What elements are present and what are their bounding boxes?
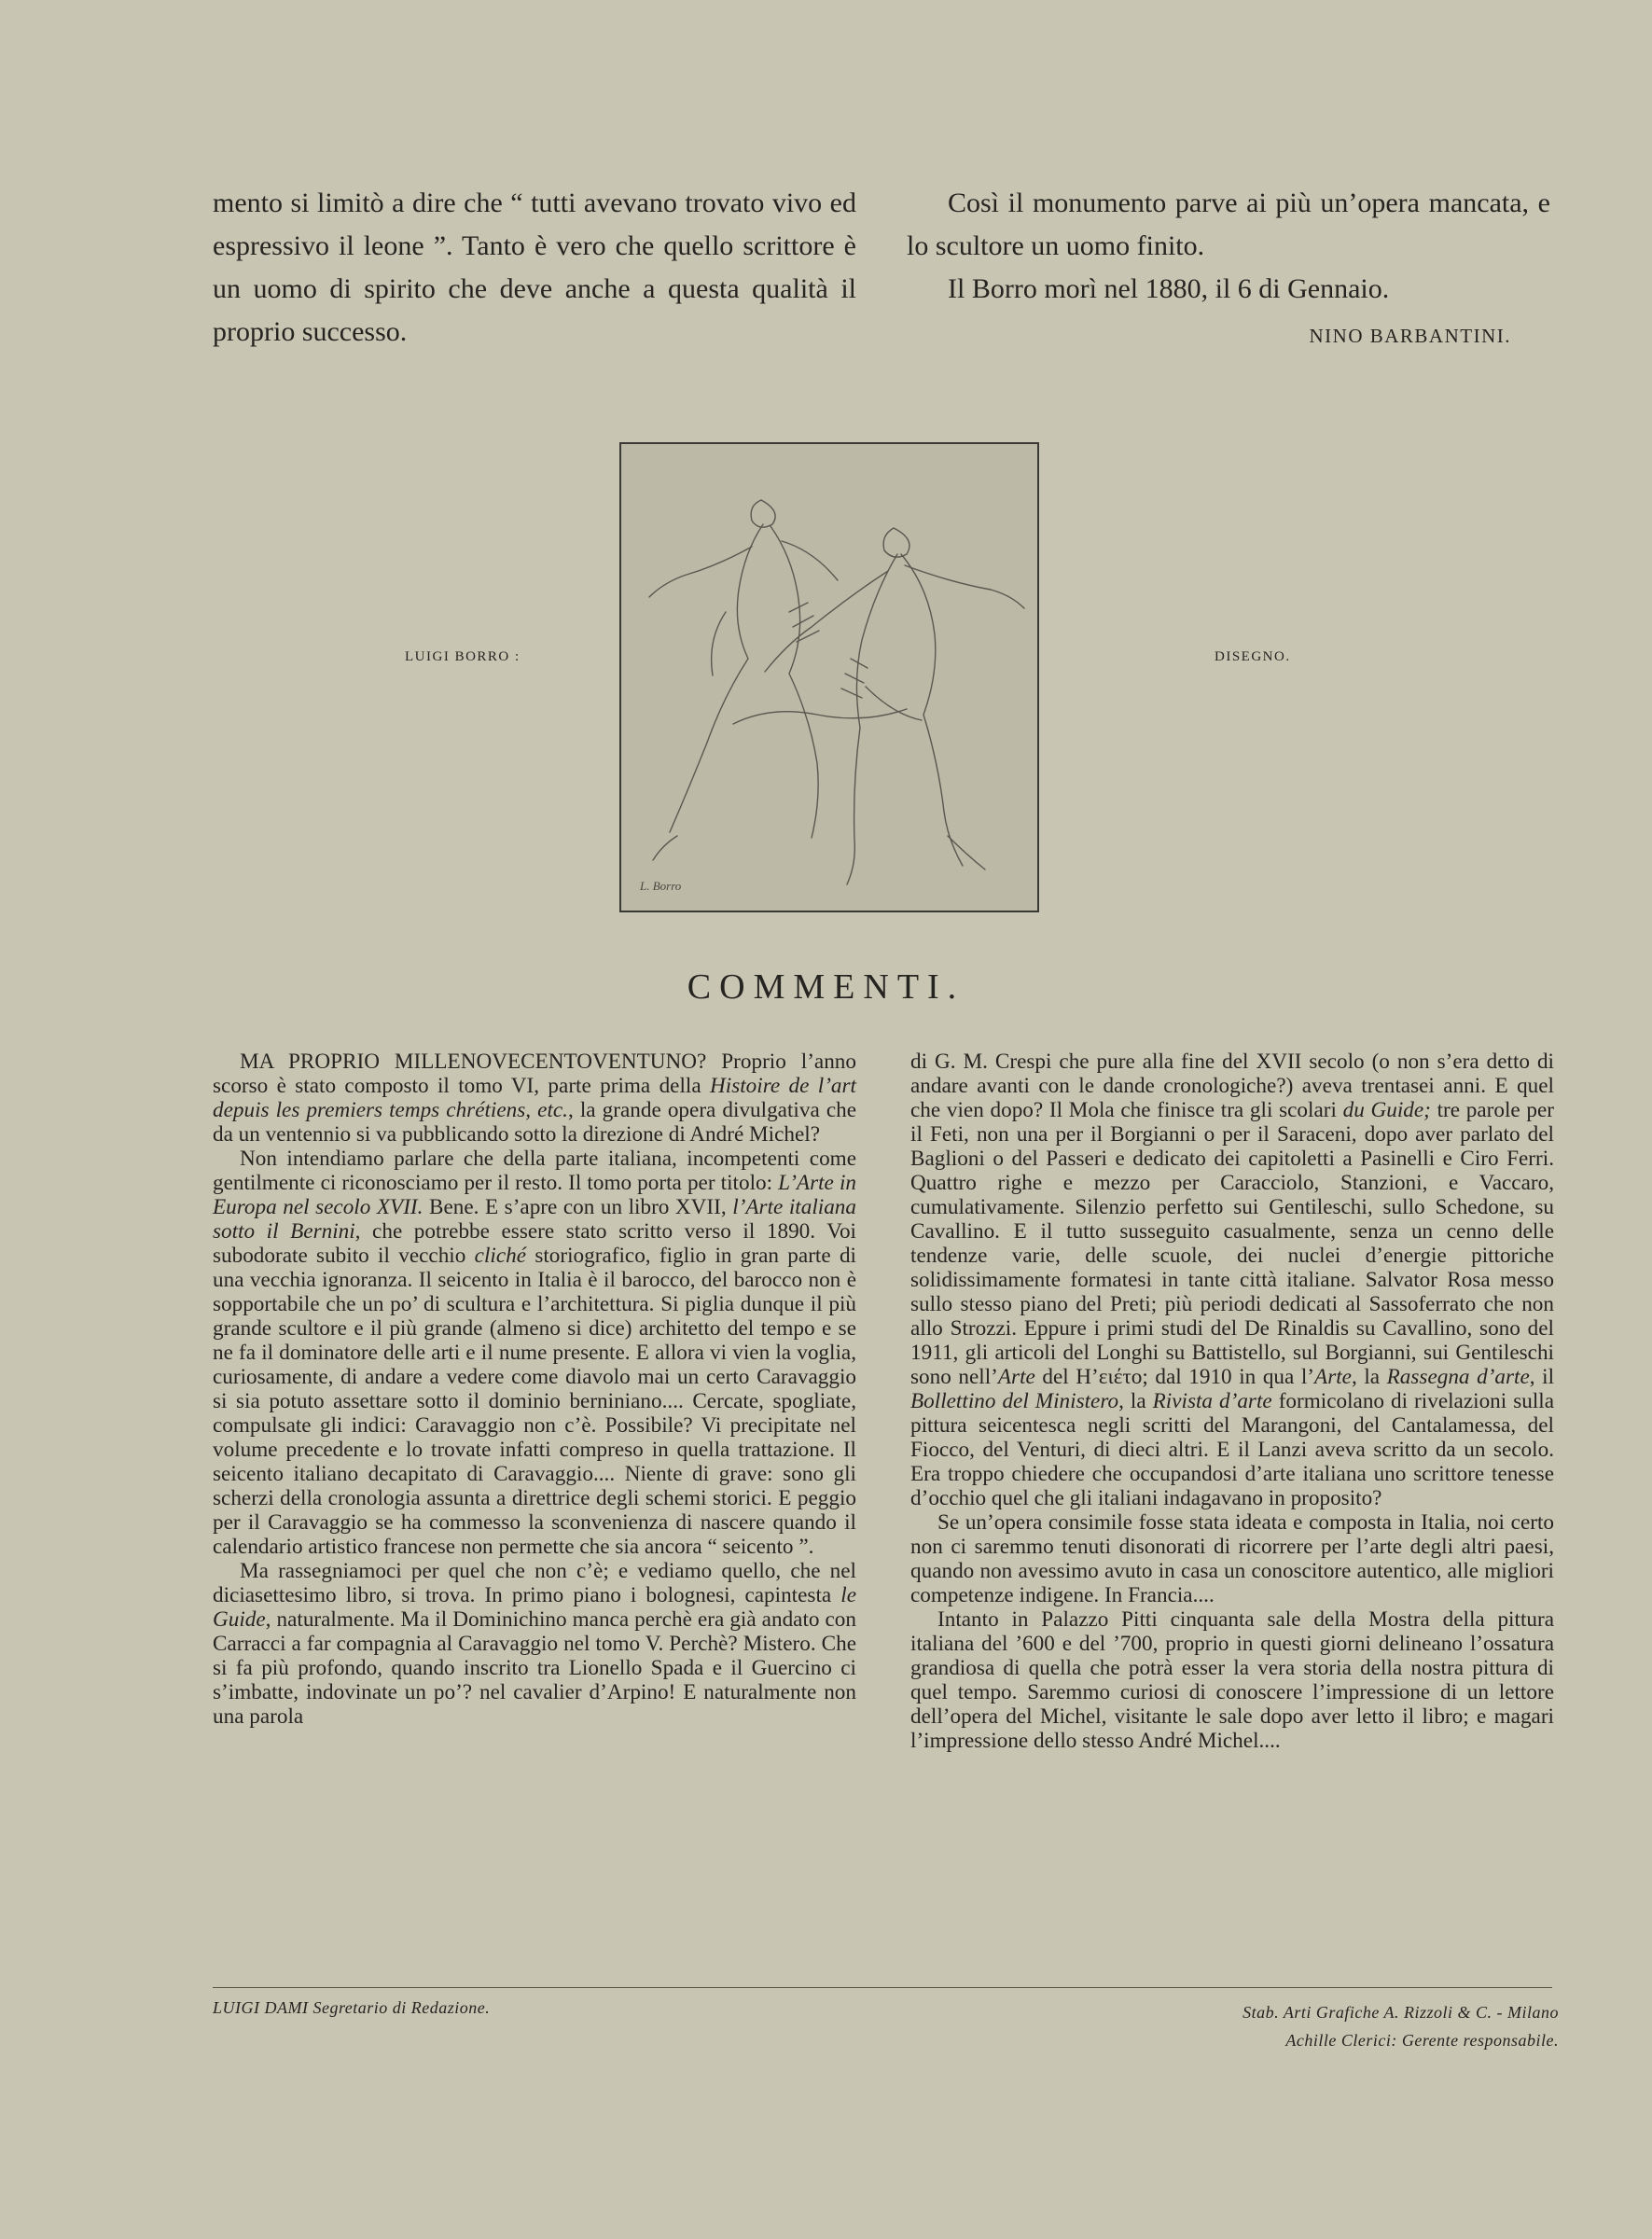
author-signature: NINO BARBANTINI.: [1309, 325, 1511, 347]
text-run: che potrebbe essere stato scritto verso il 1890. Voi subodorate subito il vecchio: [213, 1219, 856, 1268]
text-run: del H’ειέτο; dal 1910 in qua l’: [1034, 1365, 1315, 1389]
text-run: Ma rassegniamoci per quel che non c’è; e vediamo quello, che nel diciasettesimo libro, si trova. In primo piano i bolognesi, capintesta: [213, 1559, 856, 1607]
text-run: Se un’opera consimile fosse stata ideata e composta in Italia, noi certo non ci saremmo tenuti disonorati di ricorrere per l’arte degli altri paesi, quando non avessimo avuto in casa un conoscitore autentico, alle migliori competenze indigene. In Francia....: [910, 1510, 1554, 1607]
text-run: , la: [1351, 1365, 1387, 1389]
text-run: Bene. E s’apre con un libro XVII,: [423, 1195, 733, 1219]
text-run: MA PROPRIO MILLENOVECENTOVENTUNO? Proprio l’anno scorso è stato composto il tomo VI, parte prima della: [213, 1050, 856, 1098]
text-run: tre parole per il Feti, non una per il Borgianni o per il Saraceni, dopo aver parlato del Baglioni o del Passeri e dedicato dei capitoletti a Pasinelli e Ciro Ferri. Quattro righe e mezzo per Caracciolo, Stanzioni, e Vaccaro, cumulativamente. Silenzio perfetto sui Gentileschi, sullo Schedone, su Cavallino. E il tutto susseguito casualmente, senza un cenno delle tendenze varie, delle scuole, dei nuclei d’energie pittoriche solidissimamente formatesi in tante città italiane. Salvator Rosa messo sullo stesso piano del Preti; più periodi dedicati al Sassoferrato che non allo Strozzi. Eppure i primi studi del De Rinaldis su Cavallino, sono del 1911, gli articoli del Longhi su Battistello, sul Borgianni, sui Gentileschi sono nell’: [910, 1098, 1554, 1389]
text-run: , il: [1529, 1365, 1555, 1389]
footer-printer: [1242, 1998, 1559, 2054]
previous-article-right-column: [907, 182, 1550, 357]
left-column-text: mento si limitò a dire che “ tutti avevano trovato vivo ed espressivo il leone ”. Tanto è vero che quello scrittore è un uomo di spirito che deve anche a questa qualità il proprio successo.: [213, 188, 856, 347]
italic-title: le Guide: [213, 1583, 856, 1632]
footer-editor: LUIGI DAMI Segretario di Redazione.: [213, 1998, 491, 2017]
text-run: Intanto in Palazzo Pitti cinquanta sale della Mostra della pittura italiana del ’600 e del ’700, proprio in questi giorni delineano l’ossatura grandiosa di quella che potrà esser la vera storia della nostra pittura di quel tempo. Saremmo curiosi di conoscere l’impressione di un lettore dell’opera del Michel, visitante le sale dopo aver letto il libro; e magari l’impressione dello stesso André Michel....: [910, 1607, 1554, 1753]
footer-printer-line: Stab. Arti Grafiche A. Rizzoli & C. - Milano: [1242, 2003, 1559, 2022]
text-run: Non intendiamo parlare che della parte italiana, incompetenti come gentilmente ci riconosciamo per il resto. Il tomo porta per titolo:: [213, 1147, 856, 1195]
footer-manager-line: Achille Clerici: Gerente responsabile.: [1285, 2031, 1559, 2050]
sketch-drawing-image: [619, 442, 1039, 912]
comment-paragraph: [910, 1510, 1554, 1607]
comments-right-column: [910, 1050, 1554, 1753]
comment-paragraph: [213, 1559, 856, 1729]
italic-title: du Guide;: [1342, 1098, 1431, 1122]
previous-article-left-column: [213, 182, 856, 354]
comment-paragraph: [910, 1050, 1554, 1510]
comment-paragraph: [910, 1607, 1554, 1753]
text-run: storiografico, figlio in gran parte di una vecchia ignoranza. Il seicento in Italia è il barocco, del barocco non è sopportabile che un po’ di scultura e l’architettura. Si piglia dunque il più grande scultore e il più grande (almeno si dice) architetto del tempo e se ne fa il dominatore delle arti e il nume presente. E allora vi vien la voglia, curiosamente, di andare a vedere come diavolo mai un certo Caravaggio si sia potuto assettare sotto il dominio berniniano.... Cercate, spogliate, compulsate gli indici: Caravaggio non c’è. Possibile? Vi precipitate nel volume precedente e lo trovate infatti compreso in quella trattazione. Il seicento italiano decapitato di Caravaggio.... Niente di grave: sono gli scherzi della cronologia assunta a direttrice degli schemi storici. E peggio per il Caravaggio se ha commesso la sconvenienza di nascere quando il calendario artistico francese non permette che sia ancora “ seicento ”.: [213, 1244, 856, 1559]
text-run: , la grande opera divulgativa che da un ventennio si va pubblicando sotto la direzione di André Michel?: [213, 1098, 856, 1147]
italic-title: l’Arte italiana sotto il Bernini,: [213, 1195, 856, 1244]
sketch-figures-illustration: [621, 444, 1037, 911]
italic-title: L’Arte in Europa nel secolo XVII.: [213, 1171, 856, 1219]
text-run: , naturalmente. Ma il Dominichino manca perchè era già andato con Carracci a far compagnia al Caravaggio nel tomo V. Perchè? Mistero. Che si fa più profondo, quando inscrito tra Lionello Spada e il Guercino ci s’imbatte, indovinate un po’? nel cavalier d’Arpino! E naturalmente non una parola: [213, 1607, 856, 1729]
text-run: di G. M. Crespi che pure alla fine del XVII secolo (o non s’era detto di andare avanti con le dande cronologiche?) aveva trentasei anni. E quel che vien dopo? Il Mola che finisce tra gli scolari: [910, 1050, 1554, 1122]
italic-title: Arte: [997, 1365, 1035, 1389]
section-title: COMMENTI.: [687, 967, 965, 1007]
italic-title: cliché: [474, 1244, 527, 1268]
italic-title: Rivista d’arte: [1152, 1389, 1272, 1413]
figure-caption-artist: LUIGI BORRO :: [405, 649, 521, 664]
right-column-paragraph-2: Il Borro morì nel 1880, il 6 di Gennaio.: [948, 273, 1390, 304]
footer-divider: [213, 1987, 1552, 1988]
italic-title: Rassegna d’arte: [1386, 1365, 1530, 1389]
comment-paragraph: [213, 1050, 856, 1147]
text-run: formicolano di rivelazioni sulla pittura seicentesca negli scritti del Marangoni, del Cantalamessa, del Fiocco, del Venturi, di dieci altri. E il Lanzi aveva scritto da un secolo. Era troppo chiedere che occupandosi d’arte italiana uno scrittore tenesse d’occhio quel che gli italiani indagavano in proposito?: [910, 1389, 1554, 1510]
italic-title: Histoire de l’art depuis les premiers temps chrétiens, etc.: [213, 1074, 856, 1122]
italic-title: Bollettino del Ministero: [910, 1389, 1119, 1413]
comments-left-column: [213, 1050, 856, 1729]
italic-title: Arte: [1314, 1365, 1352, 1389]
right-column-paragraph-1: Così il monumento parve ai più un’opera mancata, e lo scultore un uomo finito.: [907, 188, 1550, 261]
svg-text:L. Borro: L. Borro: [640, 879, 682, 893]
figure-caption-type: DISEGNO.: [1215, 649, 1291, 664]
comment-paragraph: [213, 1147, 856, 1559]
text-run: , la: [1118, 1389, 1153, 1413]
